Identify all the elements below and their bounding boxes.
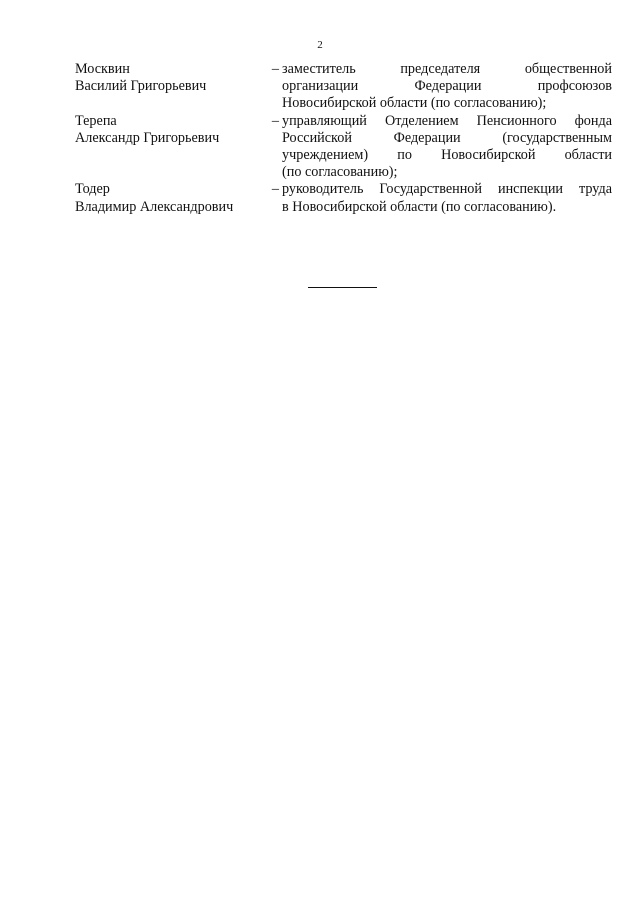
member-given-names: Александр Григорьевич (75, 129, 220, 146)
member-name (75, 61, 260, 95)
dash-separator: – (271, 112, 279, 129)
role-line: (по согласованию); (282, 164, 398, 181)
member-list (75, 61, 612, 216)
member-given-names: Владимир Александрович (75, 198, 234, 215)
member-role (282, 181, 612, 215)
role-line: заместитель председателя общественной (282, 61, 612, 77)
role-line: руководитель Государственной инспекции труда (282, 181, 612, 198)
member-surname: Тодер (75, 181, 110, 198)
member-row (75, 113, 612, 182)
end-of-list-rule (308, 287, 377, 288)
member-given-names: Василий Григорьевич (75, 78, 207, 95)
page-number: 2 (317, 39, 323, 51)
role-line: Российской Федерации (государственным (282, 129, 612, 146)
role-line: управляющий Отделением Пенсионного фонда (282, 112, 612, 129)
member-name (75, 181, 260, 215)
member-role (282, 61, 612, 113)
member-row (75, 61, 612, 113)
member-row (75, 181, 612, 215)
member-surname: Москвин (75, 61, 130, 77)
member-surname: Терепа (75, 112, 117, 129)
member-role (282, 113, 612, 182)
dash-separator: – (271, 181, 279, 198)
role-line: организации Федерации профсоюзов (282, 78, 612, 95)
dash-separator: – (271, 61, 279, 77)
member-name (75, 113, 260, 147)
role-line: в Новосибирской области (по согласованию). (282, 198, 557, 215)
role-line: учреждением) по Новосибирской области (282, 147, 612, 164)
role-line: Новосибирской области (по согласованию); (282, 95, 547, 112)
